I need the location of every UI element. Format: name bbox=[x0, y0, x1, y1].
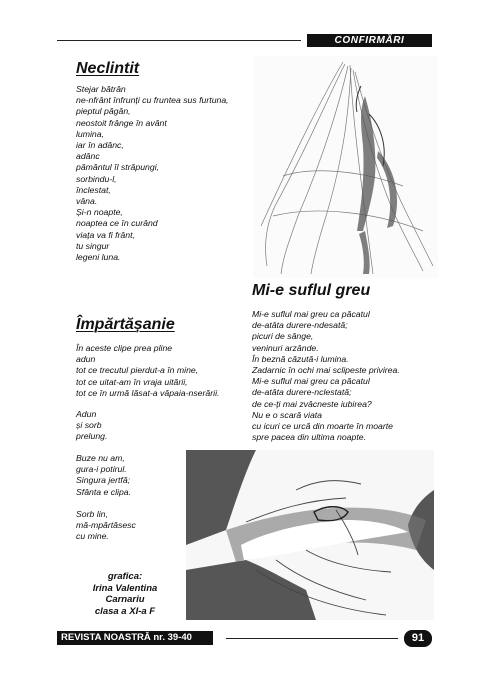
poem-line: Nu e o scară viata bbox=[252, 409, 323, 420]
poem-line: tu singur bbox=[76, 240, 110, 251]
poem-line: viața va fi frânt, bbox=[76, 229, 135, 240]
poem-line: neostoit frânge în avânt bbox=[76, 117, 167, 128]
poem-impartasanie-stanza-1 bbox=[76, 343, 219, 399]
poem-line: pământul îl străpungi, bbox=[76, 162, 160, 173]
poem-line: vâna. bbox=[76, 196, 98, 207]
poem-impartasanie-stanza-3 bbox=[76, 453, 131, 498]
poem-line: spre pacea din ultima noapte. bbox=[252, 432, 366, 443]
poem-line: gura-i potirul. bbox=[76, 464, 127, 475]
poem-impartasanie-stanza-2 bbox=[76, 409, 107, 443]
poem-line: cu mine. bbox=[76, 531, 109, 542]
poem-line: Sorb lin, bbox=[76, 509, 108, 519]
section-label: CONFIRMĂRI bbox=[307, 34, 432, 47]
poem-line: cu icuri ce urcă din moarte în moarte bbox=[252, 421, 393, 432]
header-rule bbox=[57, 40, 301, 41]
poem-line: Adun bbox=[76, 409, 97, 419]
artwork-credit bbox=[70, 571, 180, 617]
poem-line: ne-nfrânt înfrunți cu fruntea sus furtuna, bbox=[76, 95, 229, 106]
poem-line: tot ce uitat-am în vraja uitării, bbox=[76, 376, 188, 387]
poem-line: În aceste clipe prea pline bbox=[76, 343, 173, 353]
poem-title-impartasanie: Împărtășanie bbox=[76, 316, 175, 333]
poem-line: legeni luna. bbox=[76, 252, 121, 263]
credit-line: clasa a XI-a F bbox=[94, 605, 156, 617]
poem-line: pieptul păgân, bbox=[76, 106, 131, 117]
poem-line: de ce-ți mai zvâcneste iubirea? bbox=[252, 398, 372, 409]
poem-line: Zadarnic în ochi mai sclipeste privirea. bbox=[252, 365, 400, 376]
poem-line: Stejar bătrân bbox=[76, 84, 126, 94]
poem-line: noaptea ce în curând bbox=[76, 218, 158, 229]
poem-line: lumina, bbox=[76, 128, 105, 139]
credit-line: grafica: bbox=[107, 571, 143, 582]
poem-line: Mi-e suflul mai greu ca păcatul bbox=[252, 376, 370, 387]
poem-line: Mi-e suflul mai greu ca păcatul bbox=[252, 309, 370, 319]
poem-title-mi-e-suflul-greu: Mi-e suflul greu bbox=[252, 282, 371, 299]
poem-line: înclestat, bbox=[76, 184, 111, 195]
magazine-name: REVISTA NOASTRĂ nr. 39-40 bbox=[57, 631, 213, 645]
poem-line: Buze nu am, bbox=[76, 453, 125, 463]
footer-rule bbox=[226, 638, 398, 639]
poem-line: picuri de sânge, bbox=[252, 331, 314, 342]
poem-line: adânc bbox=[76, 151, 100, 162]
poem-title-neclintit: Neclintit bbox=[76, 60, 140, 77]
credit-line: Carnariu bbox=[105, 594, 145, 605]
poem-line: tot ce trecutul pierdut-a în mine, bbox=[76, 365, 199, 376]
poem-line: iar în adânc, bbox=[76, 140, 124, 151]
poem-line: Singura jertfă; bbox=[76, 475, 131, 486]
poem-line: de-atâta durere-nclestată; bbox=[252, 387, 352, 398]
poem-line: mă-mpărtăsesc bbox=[76, 520, 136, 531]
poem-neclintit-lines bbox=[76, 84, 229, 263]
poem-line: adun bbox=[76, 354, 96, 365]
page-number: 91 bbox=[404, 630, 432, 647]
poem-line: Sfânta e clipa. bbox=[76, 486, 132, 497]
drawing-reclining-figure bbox=[186, 450, 434, 620]
poem-line: de-atâta durere-ndesată; bbox=[252, 320, 348, 331]
poem-line: și sorb bbox=[76, 420, 102, 431]
poem-mi-e-suflul-greu-lines bbox=[252, 309, 400, 443]
poem-impartasanie-stanza-4 bbox=[76, 509, 136, 543]
poem-line: În beznă căzută-i lumina. bbox=[252, 353, 349, 364]
drawing-draped-figure bbox=[253, 56, 438, 278]
poem-line: prelung. bbox=[76, 431, 108, 442]
credit-line: Irina Valentina bbox=[92, 582, 158, 594]
poem-line: sorbindu-l, bbox=[76, 173, 117, 184]
poem-line: tot ce în urmă lăsat-a văpaia-nserării. bbox=[76, 387, 220, 398]
poem-line: Și-n noapte, bbox=[76, 207, 123, 218]
poem-line: veninuri arzânde. bbox=[252, 342, 319, 353]
